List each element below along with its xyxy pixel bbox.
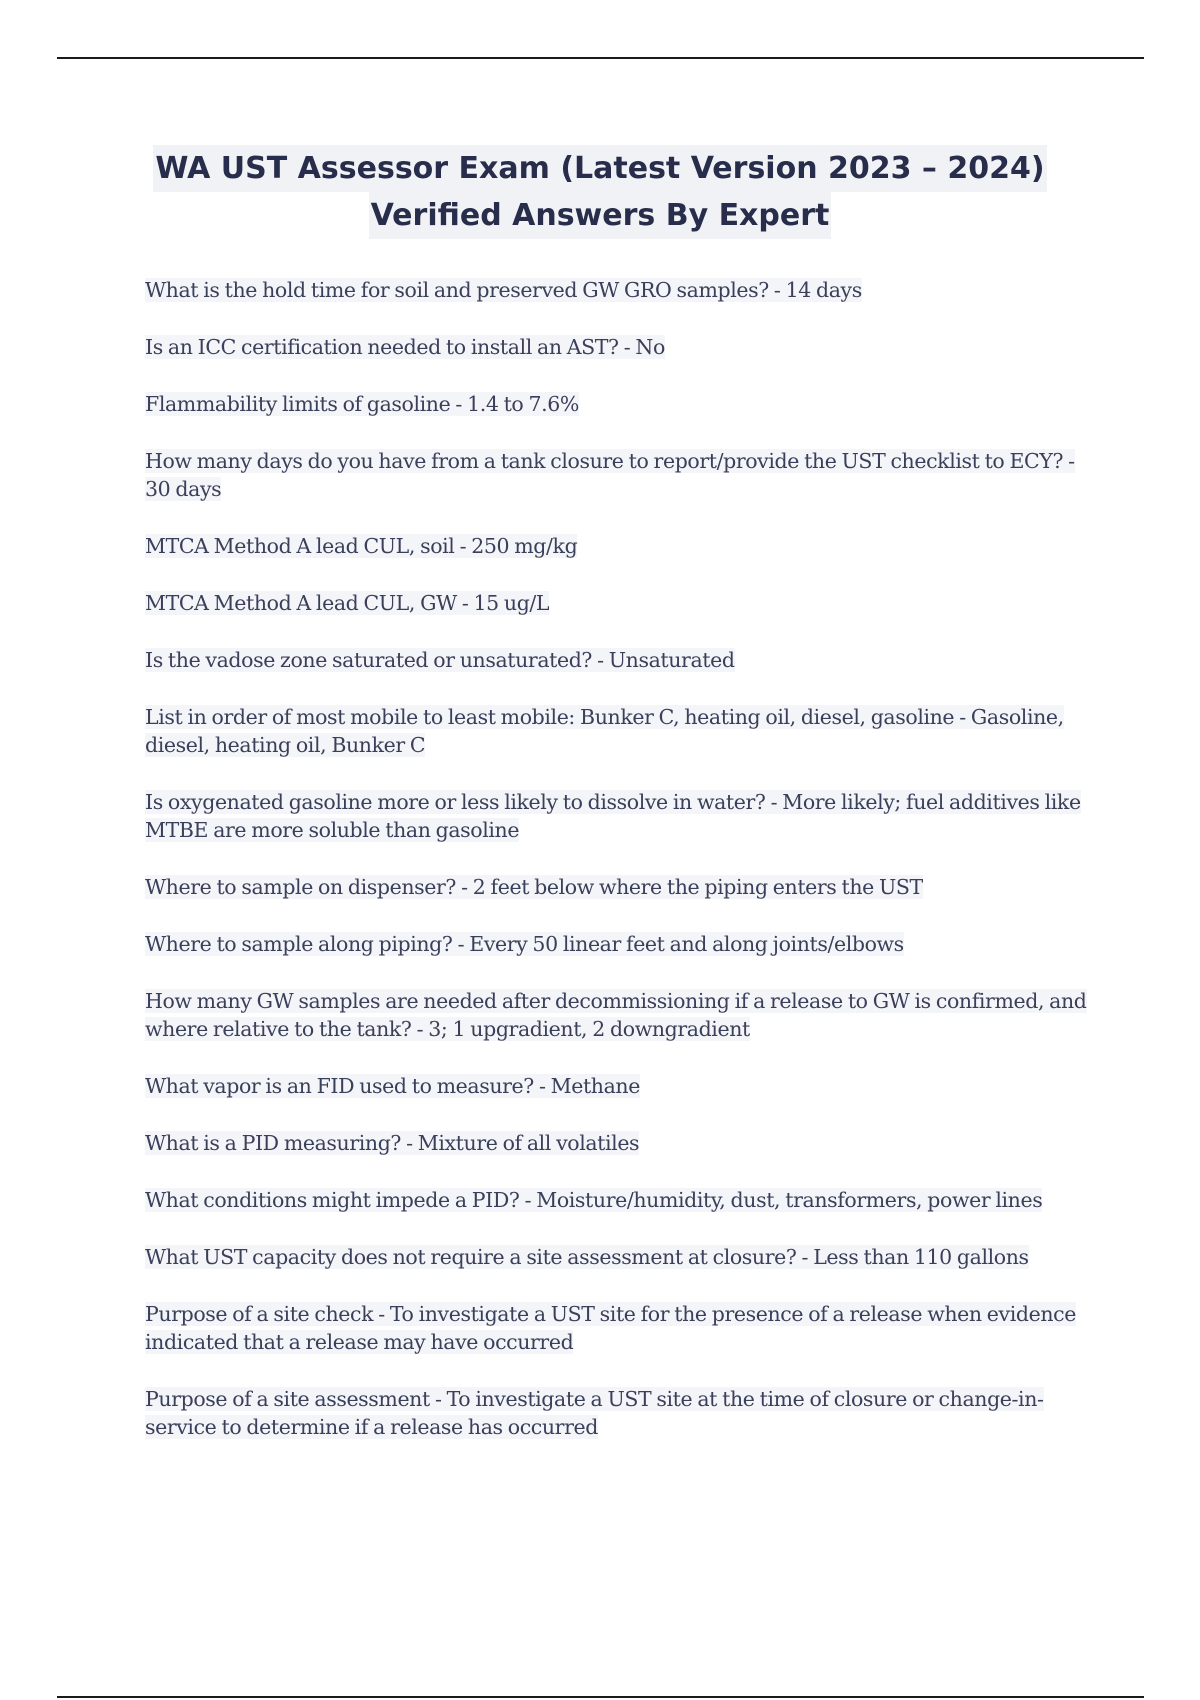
qa-text: Where to sample on dispenser? - 2 feet below where the piping enters the UST bbox=[145, 875, 923, 899]
document-title bbox=[0, 145, 1200, 239]
qa-text: List in order of most mobile to least mobile: Bunker C, heating oil, diesel, gasoline - Gasoline, diesel, heating oil, Bunker C bbox=[145, 705, 1064, 757]
qa-item-12 bbox=[145, 987, 1090, 1043]
qa-item-1 bbox=[145, 276, 1090, 304]
qa-text: Is the vadose zone saturated or unsaturated? - Unsaturated bbox=[145, 648, 735, 672]
qa-item-3 bbox=[145, 390, 1090, 418]
qa-item-11 bbox=[145, 930, 1090, 958]
qa-text: MTCA Method A lead CUL, soil - 250 mg/kg bbox=[145, 534, 578, 558]
qa-text: What UST capacity does not require a site assessment at closure? - Less than 110 gallons bbox=[145, 1245, 1029, 1269]
qa-text: Is an ICC certification needed to install an AST? - No bbox=[145, 335, 665, 359]
qa-item-15 bbox=[145, 1186, 1090, 1214]
qa-item-4 bbox=[145, 447, 1090, 503]
qa-text: What conditions might impede a PID? - Moisture/humidity, dust, transformers, power lines bbox=[145, 1188, 1043, 1212]
qa-item-9 bbox=[145, 788, 1090, 844]
qa-text: What vapor is an FID used to measure? - Methane bbox=[145, 1074, 640, 1098]
title-line-1: WA UST Assessor Exam (Latest Version 2023 – 2024) bbox=[153, 145, 1046, 192]
top-rule bbox=[57, 57, 1144, 59]
qa-item-17 bbox=[145, 1300, 1090, 1356]
qa-text: How many days do you have from a tank closure to report/provide the UST checklist to ECY? - 30 days bbox=[145, 449, 1075, 501]
bottom-rule bbox=[57, 1696, 1144, 1698]
qa-item-8 bbox=[145, 703, 1090, 759]
qa-text: What is the hold time for soil and preserved GW GRO samples? - 14 days bbox=[145, 278, 862, 302]
qa-item-2 bbox=[145, 333, 1090, 361]
qa-text: Where to sample along piping? - Every 50 linear feet and along joints/elbows bbox=[145, 932, 904, 956]
qa-item-10 bbox=[145, 873, 1090, 901]
qa-item-5 bbox=[145, 532, 1090, 560]
qa-item-6 bbox=[145, 589, 1090, 617]
qa-text: Is oxygenated gasoline more or less likely to dissolve in water? - More likely; fuel additives like MTBE are more soluble than gasoline bbox=[145, 790, 1081, 842]
qa-text: Flammability limits of gasoline - 1.4 to 7.6% bbox=[145, 392, 579, 416]
qa-text: Purpose of a site check - To investigate a UST site for the presence of a release when evidence indicated that a release may have occurred bbox=[145, 1302, 1076, 1354]
title-line-2: Verified Answers By Expert bbox=[369, 192, 832, 239]
qa-list bbox=[145, 276, 1090, 1470]
qa-text: What is a PID measuring? - Mixture of all volatiles bbox=[145, 1131, 640, 1155]
qa-item-7 bbox=[145, 646, 1090, 674]
qa-item-16 bbox=[145, 1243, 1090, 1271]
qa-item-18 bbox=[145, 1385, 1090, 1441]
qa-text: How many GW samples are needed after decommissioning if a release to GW is confirmed, and where relative to the tank? - 3; 1 upgradient, 2 downgradient bbox=[145, 989, 1087, 1041]
qa-text: MTCA Method A lead CUL, GW - 15 ug/L bbox=[145, 591, 550, 615]
qa-item-14 bbox=[145, 1129, 1090, 1157]
qa-text: Purpose of a site assessment - To investigate a UST site at the time of closure or change-in-service to determine if a release has occurred bbox=[145, 1387, 1044, 1439]
qa-item-13 bbox=[145, 1072, 1090, 1100]
